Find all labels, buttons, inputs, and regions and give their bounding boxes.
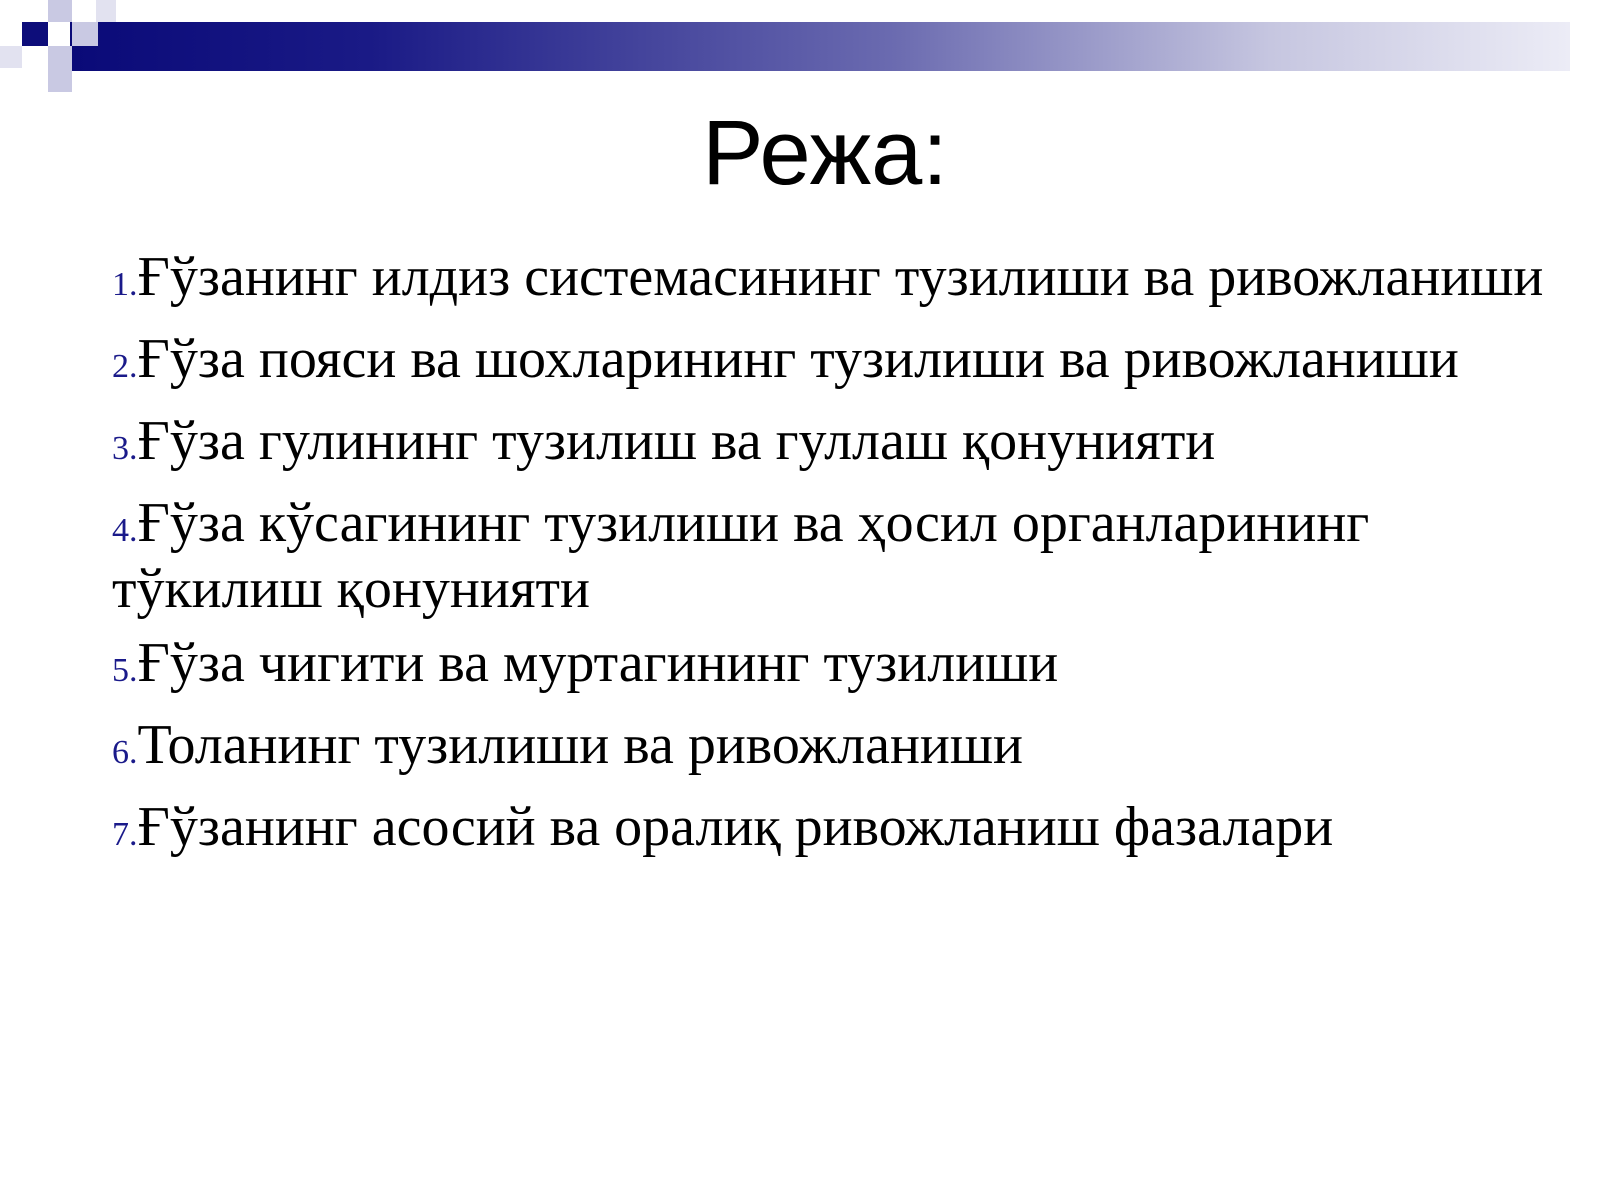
plan-item-number: 6.	[112, 734, 138, 771]
plan-item	[112, 634, 1582, 700]
plan-item-number: 5.	[112, 652, 138, 689]
plan-item-number: 1.	[112, 266, 138, 303]
plan-item-text: Ғўзанинг асосий ва оралиқ ривожланиш фазалари	[137, 796, 1334, 858]
plan-item	[112, 798, 1582, 864]
plan-item-text: Ғўза пояси ва шохларининг тузилиши ва ривожланиши	[137, 328, 1459, 390]
plan-item	[112, 494, 1582, 618]
header-gradient-bar	[70, 22, 1570, 71]
plan-list	[112, 248, 1582, 880]
plan-item-number: 7.	[112, 816, 138, 853]
plan-item-text: Ғўза чигити ва муртагининг тузилиши	[137, 632, 1059, 694]
decorative-square	[48, 0, 72, 22]
plan-item-number: 3.	[112, 430, 138, 467]
plan-item	[112, 248, 1582, 314]
plan-item-text: Толанинг тузилиши ва ривожланиши	[137, 714, 1023, 776]
slide-title: Режа:	[702, 102, 948, 204]
decorative-square	[22, 22, 48, 46]
plan-item	[112, 412, 1582, 478]
plan-item-number: 4.	[112, 512, 138, 549]
plan-item-text: Ғўза гулининг тузилиш ва гуллаш қонунияти	[137, 410, 1216, 472]
plan-item	[112, 716, 1582, 782]
plan-item-text: Ғўза кўсагининг тузилиши ва ҳосил органларининг тўкилиш қонунияти	[112, 492, 1370, 620]
plan-item-text: Ғўзанинг илдиз системасининг тузилиши ва ривожланиши	[137, 246, 1544, 308]
plan-item-number: 2.	[112, 348, 138, 385]
decorative-square	[0, 46, 22, 68]
decorative-square	[48, 70, 72, 92]
decorative-square	[48, 46, 72, 70]
decorative-square	[96, 0, 116, 22]
plan-item	[112, 330, 1582, 396]
decorative-square	[72, 22, 98, 46]
